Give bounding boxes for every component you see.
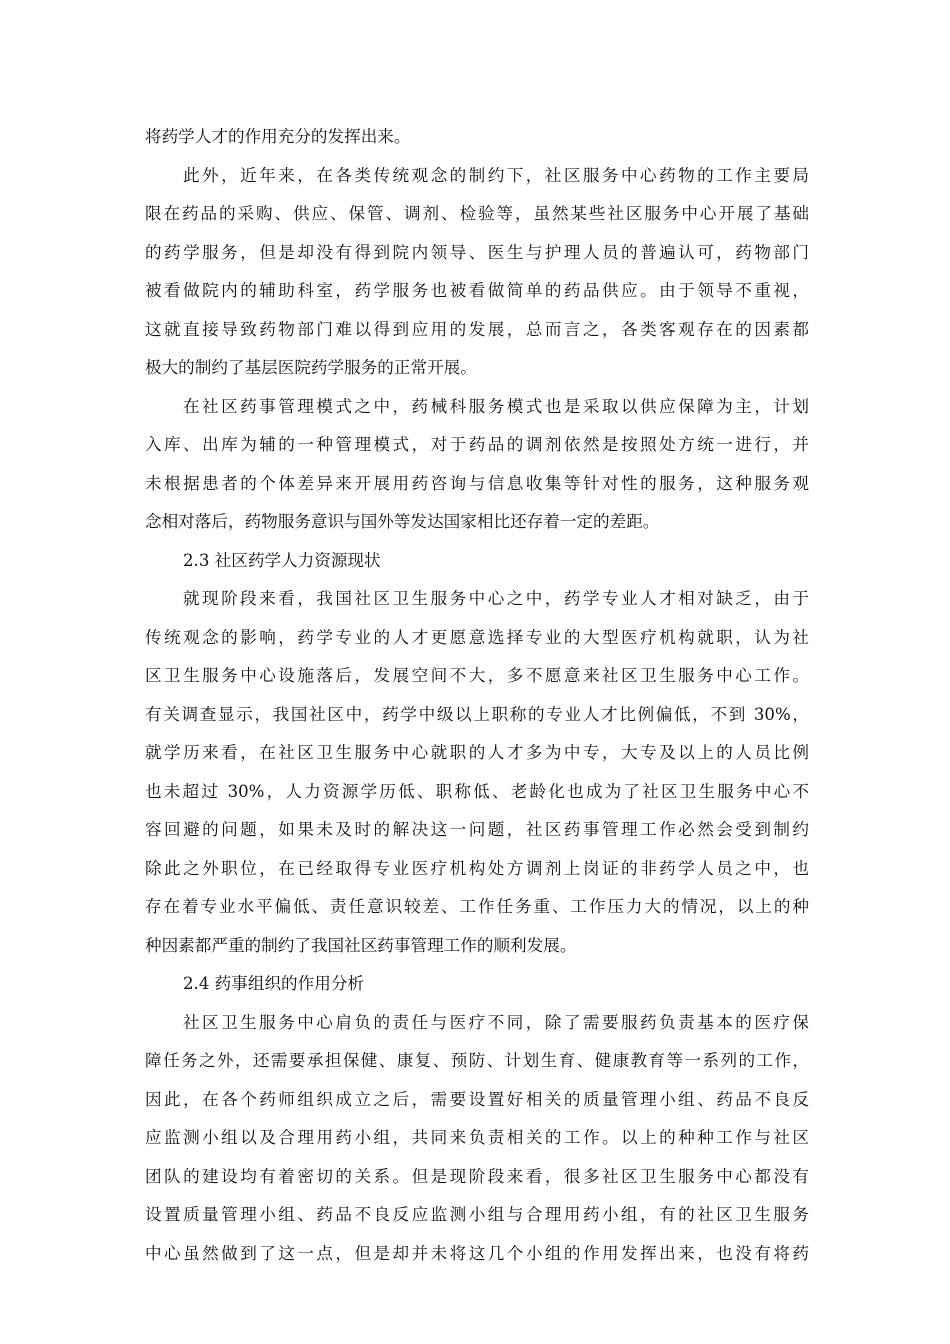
text-line: 限在药品的采购、供应、保管、调剂、检验等，虽然某些社区服务中心开展了基础 [145, 204, 809, 223]
text-line: 有关调查显示，我国社区中，药学中级以上职称的专业人才比例偏低，不到 30%， [145, 704, 809, 724]
text-line: 设置质量管理小组、药品不良反应监测小组与合理用药小组，有的社区卫生服务 [145, 1205, 809, 1224]
text-line: 存在着专业水平偏低、责任意识较差、工作任务重、工作压力大的情况，以上的种 [145, 897, 809, 916]
text-line: 容回避的问题，如果未及时的解决这一问题，社区药事管理工作必然会受到制约 [145, 820, 809, 839]
text-line: 就学历来看，在社区卫生服务中心就职的人才多为中专，大专及以上的人员比例 [145, 743, 809, 762]
text-line: 此外，近年来，在各类传统观念的制约下，社区服务中心药物的工作主要局 [183, 165, 809, 185]
text-line: 被看做院内的辅助科室，药学服务也被看做简单的药品供应。由于领导不重视， [145, 281, 809, 300]
text-line: 2.3 社区药学人力资源现状 [183, 550, 381, 570]
text-line: 在社区药事管理模式之中，药械科服务模式也是采取以供应保障为主，计划 [183, 396, 809, 416]
text-line: 障任务之外，还需要承担保健、康复、预防、计划生育、健康教育等一系列的工作， [145, 1051, 809, 1070]
text-line: 将药学人才的作用充分的发挥出来。 [145, 127, 411, 146]
text-line: 社区卫生服务中心肩负的责任与医疗不同，除了需要服药负责基本的医疗保 [183, 1012, 809, 1032]
text-line: 的药学服务，但是却没有得到院内领导、医生与护理人员的普遍认可，药物部门 [145, 242, 809, 262]
text-line: 中心虽然做到了这一点，但是却并未将这几个小组的作用发挥出来，也没有将药 [145, 1243, 809, 1263]
text-line: 未根据患者的个体差异来开展用药咨询与信息收集等针对性的服务，这种服务观 [145, 473, 809, 493]
text-line: 传统观念的影响，药学专业的人才更愿意选择专业的大型医疗机构就职，认为社 [145, 627, 809, 647]
text-line: 2.4 药事组织的作用分析 [183, 974, 365, 993]
text-line: 种因素都严重的制约了我国社区药事管理工作的顺利发展。 [145, 935, 577, 955]
text-line: 区卫生服务中心设施落后，发展空间不大，多不愿意来社区卫生服务中心工作。 [145, 666, 809, 685]
text-line: 就现阶段来看，我国社区卫生服务中心之中，药学专业人才相对缺乏，由于 [183, 589, 809, 608]
document-body [145, 118, 809, 1273]
text-line: 团队的建设均有着密切的关系。但是现阶段来看，很多社区卫生服务中心都没有 [145, 1166, 809, 1186]
text-line: 因此，在各个药师组织成立之后，需要设置好相关的质量管理小组、药品不良反 [145, 1089, 809, 1109]
text-line: 应监测小组以及合理用药小组，共同来负责相关的工作。以上的种种工作与社区 [145, 1128, 809, 1147]
text-line: 入库、出库为辅的一种管理模式，对于药品的调剂依然是按照处方统一进行，并 [145, 435, 809, 454]
text-line: 也未超过 30%，人力资源学历低、职称低、老龄化也成为了社区卫生服务中心不 [145, 781, 809, 801]
text-line: 这就直接导致药物部门难以得到应用的发展，总而言之，各类客观存在的因素都 [145, 319, 809, 339]
text-line: 极大的制约了基层医院药学服务的正常开展。 [145, 358, 477, 377]
text-line: 念相对落后，药物服务意识与国外等发达国家相比还存着一定的差距。 [145, 512, 660, 531]
text-line: 除此之外职位，在已经取得专业医疗机构处方调剂上岗证的非药学人员之中，也 [145, 858, 809, 878]
